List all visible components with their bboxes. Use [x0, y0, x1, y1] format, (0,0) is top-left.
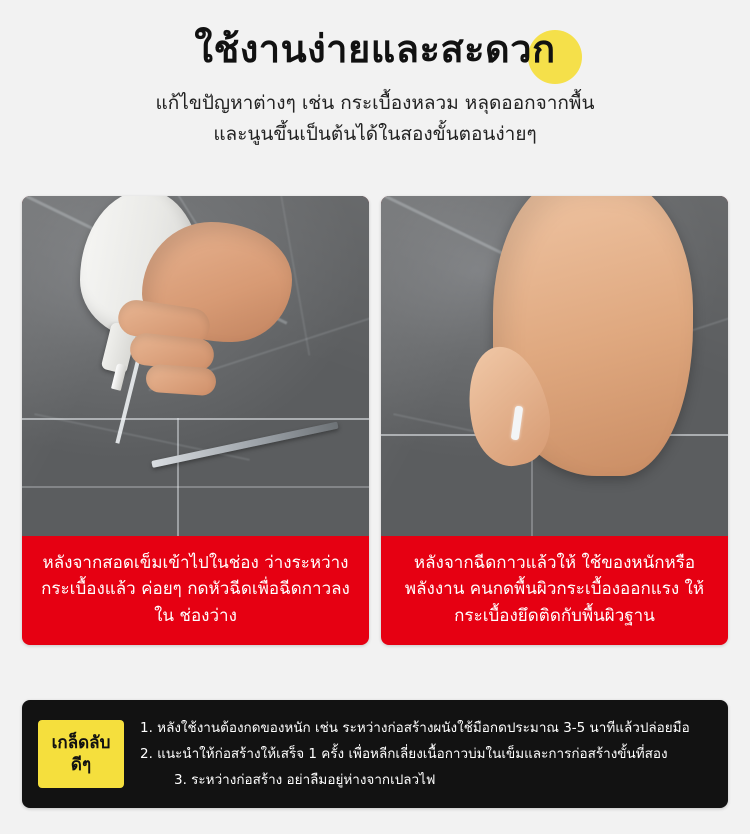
photo-injecting-glue-into-tile-gap [22, 196, 369, 536]
tips-badge [38, 720, 124, 788]
photo-pressing-tile-surface [381, 196, 728, 536]
header [0, 0, 750, 150]
step-caption-2: หลังจากฉีดกาวแล้วให้ ใช้ของหนักหรือพลังงาน คนกดพื้นผิวกระเบื้องออกแรง ให้กระเบื้องยึดติดกับพื้นผิวฐาน [404, 553, 705, 626]
tile-grout-line [177, 418, 179, 536]
subtitle-line-2: และนูนขึ้นเป็นต้นได้ในสองขั้นตอนง่ายๆ [213, 122, 537, 145]
title-wrap [194, 26, 555, 74]
tips-badge-line-1: เกล็ดลับ [51, 732, 111, 753]
subtitle-line-1: แก้ไขปัญหาต่างๆ เช่น กระเบื้องหลวม หลุดออกจากพื้น [155, 91, 595, 114]
tips-badge-line-2: ดีๆ [70, 755, 92, 775]
step-caption-1: หลังจากสอดเข็มเข้าไปในช่อง ว่างระหว่างกระเบื้องแล้ว ค่อยๆ กดหัวฉีดเพื่อฉีดกาวลงใน ช่องว่าง [41, 553, 350, 626]
tips-item: 1. หลังใช้งานต้องกดของหนัก เช่น ระหว่างก่อสร้างผนังใช้มือกดประมาณ 3-5 นาทีแล้วปล่อยมือ [140, 719, 690, 736]
step-panels [22, 196, 728, 645]
tips-item: 2. แนะนำให้ก่อสร้างให้เสร็จ 1 ครั้ง เพื่อหลีกเลี่ยงเนื้อกาวบ่มในเข็มและการก่อสร้างขั้นที่สอง [140, 745, 668, 762]
tips-panel [22, 700, 728, 808]
step-panel-1 [22, 196, 369, 645]
tile-grout-line [22, 486, 369, 488]
subtitle [0, 88, 750, 151]
tips-list [124, 709, 728, 800]
tips-item: 3. ระหว่างก่อสร้าง อย่าลืมอยู่ห่างจากเปลวไฟ [174, 772, 436, 789]
page-title: ใช้งานง่ายและสะดวก [194, 27, 556, 71]
finger [145, 364, 217, 397]
tile-grout-line [22, 418, 369, 420]
step-panel-2 [381, 196, 728, 645]
